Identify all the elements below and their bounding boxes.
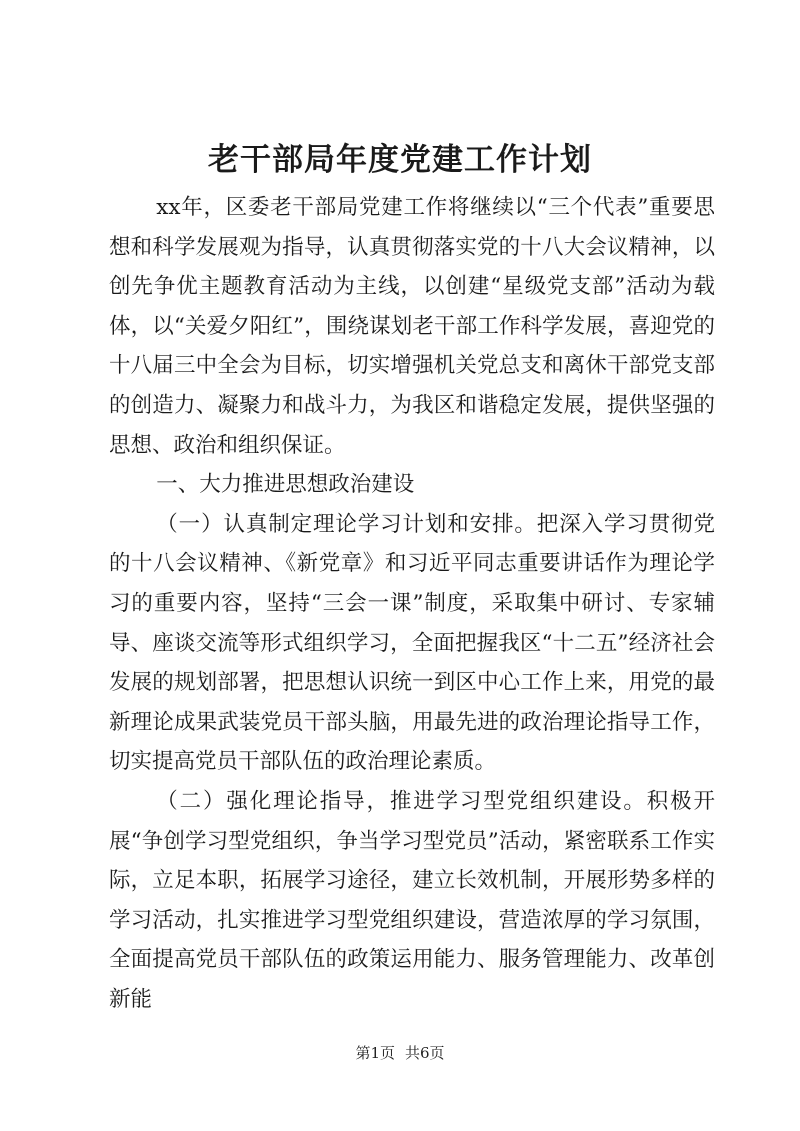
section-heading: 一、大力推进思想政治建设 — [156, 472, 415, 498]
page-total: 共6页 — [405, 1044, 445, 1062]
subsection-paragraph-1: （一）认真制定理论学习计划和安排。把深入学习贯彻党的十八会议精神、《新党章》和习近平同志重要讲话作为理论学习的重要内容，坚持“三会一课”制度，采取集中研讨、专家辅导、座谈交流等形式组织学习，全面把握我区“十二五”经济社会发展的规划部署，把思想认识统一到区中心工作上来，用党的最新理论成果武装党员干部头脑，用最先进的政治理论指导工作，切实提高党员干部队伍的政治理论素质。 — [109, 511, 715, 775]
document-title: 老干部局年度党建工作计划 — [208, 142, 592, 178]
intro-paragraph: xx年，区委老干部局党建工作将继续以“三个代表”重要思想和科学发展观为指导，认真贯彻落实党的十八大会议精神，以创先争优主题教育活动为主线，以创建“星级党支部”活动为载体，以“关爱夕阳红”，围绕谋划老干部工作科学发展，喜迎党的十八届三中全会为目标，切实增强机关党总支和离休干部党支部的创造力、凝聚力和战斗力，为我区和谐稳定发展，提供坚强的思想、政治和组织保证。 — [109, 195, 715, 458]
page-number: 第1页 — [355, 1044, 395, 1062]
document-body — [109, 188, 715, 1019]
subsection-paragraph-2: （二）强化理论指导，推进学习型党组织建设。积极开展“争创学习型党组织，争当学习型党员”活动，紧密联系工作实际，立足本职，拓展学习途径，建立长效机制，开展形势多样的学习活动，扎实推进学习型党组织建设，营造浓厚的学习氛围，全面提高党员干部队伍的政策运用能力、服务管理能力、改革创新能 — [109, 788, 715, 1012]
page-footer — [0, 1043, 800, 1063]
